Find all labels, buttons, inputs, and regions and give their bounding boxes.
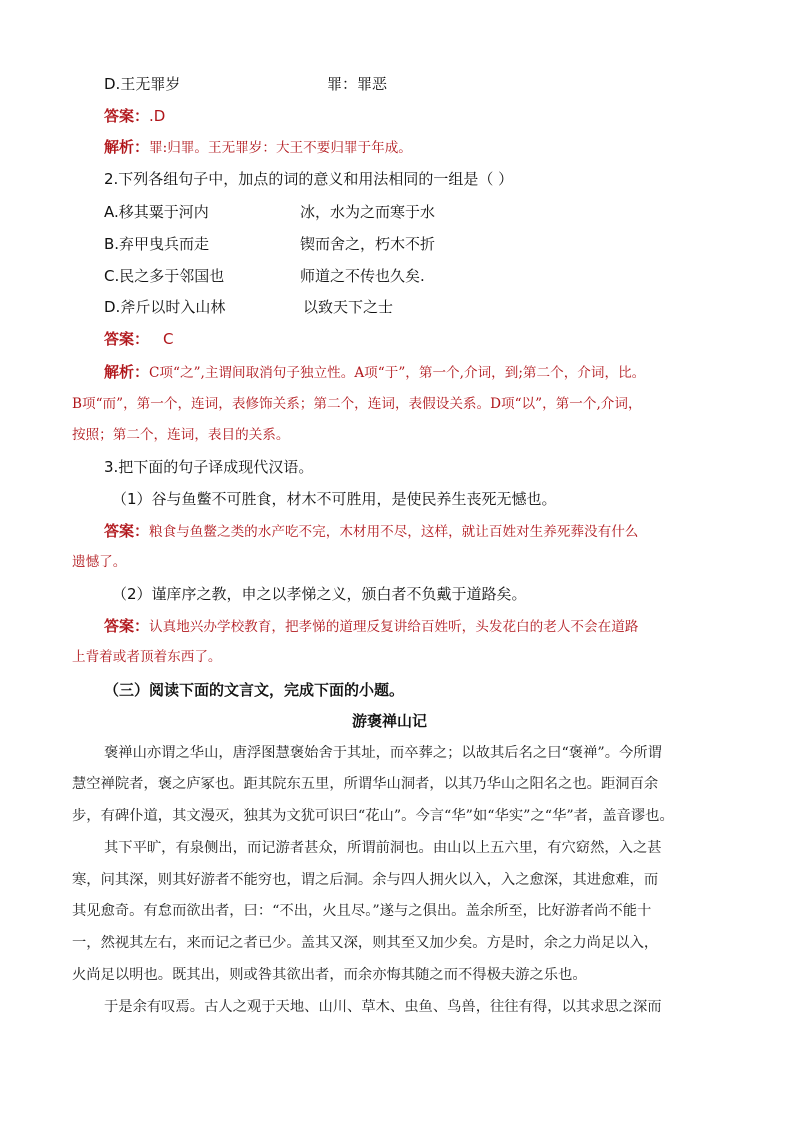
q2-option-b: B.弃甲曳兵而走: [104, 235, 210, 253]
q2-option-c-compare: 师道之不传也久矣.: [300, 267, 425, 285]
q1-analysis: 解析：罪:归罪。王无罪岁：大王不要归罪于年成。: [104, 138, 412, 156]
q2-analysis-line-2: B项“而”，第一个，连词，表修饰关系；第二个，连词，表假设关系。D项“以”，第一个,介词，: [72, 396, 642, 412]
answer-label: 答案: [104, 617, 135, 635]
q2-option-a: A.移其粟于河内: [104, 203, 209, 221]
analysis-text: 罪:归罪。王无罪岁：大王不要归罪于年成。: [149, 140, 412, 156]
q2-option-a-compare: 冰，水为之而寒于水: [300, 203, 436, 221]
answer-label: 答案: [104, 107, 135, 125]
passage-line-8: 火尚足以明也。既其出，则或咎其欲出者，而余亦悔其随之而不得极夫游之乐也。: [72, 967, 587, 983]
passage-line-9: 于是余有叹焉。古人之观于天地、山川、草木、虫鱼、鸟兽，往往有得，以其求思之深而: [104, 999, 662, 1015]
passage-line-7: 一，然视其左右，来而记之者已少。盖其又深，则其至又加少矣。方是时，余之力尚足以入，: [72, 935, 659, 951]
q2-analysis-line-1: 解析：C项“之”,主谓间取消句子独立性。A项“于”，第一个,介词，到;第二个，介词，比。: [104, 363, 646, 381]
q2-option-d-compare: 以致天下之士: [303, 298, 394, 316]
analysis-label: 解析: [104, 138, 135, 156]
passage-line-6: 其见愈奇。有怠而欲出者，曰：“不出，火且尽。”遂与之俱出。盖余所至，比好游者尚不能十: [72, 903, 652, 919]
q1-option-d: [104, 74, 180, 94]
passage-line-3: 步，有碑仆道，其文漫灭，独其为文犹可识曰“花山”。今言“华”如“华实”之“华”者，盖音谬也。: [72, 808, 674, 824]
passage-title: 游褒禅山记: [352, 712, 428, 730]
q1-option-d-gloss: 罪：罪恶: [327, 75, 388, 93]
q3-question: 3.把下面的句子译成现代汉语。: [104, 458, 314, 476]
q1-answer: 答案：.D: [104, 107, 166, 125]
passage-line-2: 慧空禅院者，褒之庐冢也。距其院东五里，所谓华山洞者，以其乃华山之阳名之也。距洞百余: [72, 776, 659, 792]
answer-label: 答案: [104, 522, 135, 540]
q2-analysis-line-3: 按照；第二个，连词，表目的关系。: [72, 427, 290, 443]
q3-s2-answer-line-1: 答案：认真地兴办学校教育，把孝悌的道理反复讲给百姓听，头发花白的老人不会在道路: [104, 617, 639, 635]
q3-s2-answer-line-2: 上背着或者顶着东西了。: [72, 649, 222, 665]
passage-line-5: 寒，问其深，则其好游者不能穷也，谓之后洞。余与四人拥火以入，入之愈深，其进愈难，而: [72, 872, 659, 888]
q3-s1-answer-line-2: 遗憾了。: [72, 554, 127, 570]
answer-text: 粮食与鱼鳖之类的水产吃不完，木材用不尽，这样，就让百姓对生养死葬没有什么: [149, 524, 639, 540]
analysis-text: C项“之”,主谓间取消句子独立性。A项“于”，第一个,介词，到;第二个，介词，比。: [149, 365, 646, 381]
answer-text: 认真地兴办学校教育，把孝悌的道理反复讲给百姓听，头发花白的老人不会在道路: [149, 619, 639, 635]
analysis-label: 解析: [104, 363, 135, 381]
q1-option-d-left: D.王无罪岁: [104, 75, 181, 93]
q2-answer: 答案： C: [104, 330, 174, 348]
q2-option-c: C.民之多于邻国也: [104, 267, 225, 285]
answer-value: .D: [149, 107, 166, 125]
passage-line-4: 其下平旷，有泉侧出，而记游者甚众，所谓前洞也。由山以上五六里，有穴窈然，入之甚: [104, 840, 662, 856]
q3-sentence-1: （1）谷与鱼鳖不可胜食，材木不可胜用，是使民养生丧死无憾也。: [112, 490, 557, 508]
q3-s1-answer-line-1: 答案：粮食与鱼鳖之类的水产吃不完，木材用不尽，这样，就让百姓对生养死葬没有什么: [104, 522, 639, 540]
q3-sentence-2: （2）谨庠序之教，申之以孝悌之义，颁白者不负戴于道路矣。: [112, 585, 527, 603]
q2-option-d: D.斧斤以时入山林: [104, 298, 226, 316]
answer-value: C: [163, 330, 174, 348]
q2-option-b-compare: 锲而舍之，朽木不折: [300, 235, 436, 253]
passage-line-1: 褒禅山亦谓之华山，唐浮图慧褒始舍于其址，而卒葬之；以故其后名之曰“褒禅”。今所谓: [104, 745, 662, 761]
q2-question: 2.下列各组句子中，加点的词的意义和用法相同的一组是（ ）: [104, 170, 514, 188]
answer-label: 答案: [104, 330, 135, 348]
section-heading: （三）阅读下面的文言文，完成下面的小题。: [104, 681, 405, 699]
